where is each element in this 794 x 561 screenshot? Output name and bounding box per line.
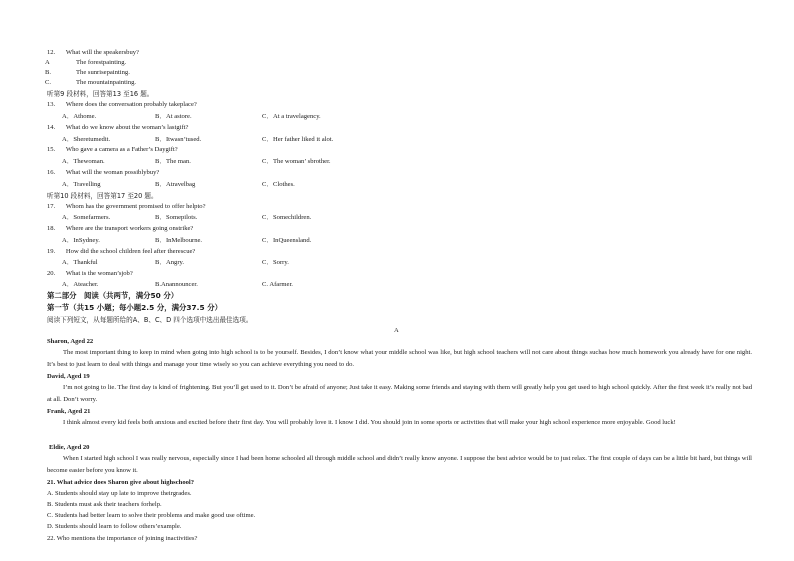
- q18-option-b: B．InMelbourne.: [155, 237, 203, 244]
- q12-line: [47, 49, 139, 57]
- q15-line: [47, 146, 178, 154]
- q21-stem: 21. What advice does Sharon give about highschool?: [47, 479, 195, 486]
- q17-option-a: A．Somefarmers.: [62, 214, 111, 221]
- q18-line: [47, 225, 193, 233]
- q15-option-a: A．Thewoman.: [62, 158, 105, 165]
- q14-option-a: A．Sheretumedit.: [62, 136, 111, 143]
- q22-stem: 22. Who mentions the importance of joining inactivities?: [47, 535, 198, 542]
- q18-number: 18.: [47, 225, 56, 232]
- q12-option-b-letter: B.: [45, 69, 52, 76]
- q14-option-c: C．Her father liked it alot.: [262, 136, 334, 143]
- person-name-sharon: Sharon, Aged 22: [47, 338, 94, 345]
- q18-option-a: A．InSydney.: [62, 237, 100, 244]
- q15-stem: Who gave a camera as a Father’s Daygift?: [65, 146, 178, 153]
- q14-option-b: B．Itwasn’tused.: [155, 136, 202, 143]
- q12-option-c-letter: C.: [45, 79, 52, 86]
- reading-instruction: 阅读下列短文，从每题所给的A、B、C、D 四个选项中选出最佳选项。: [47, 316, 253, 324]
- q17-stem: Whom has the government promised to offer helpto?: [65, 203, 206, 210]
- q16-option-a: A．Travelling: [62, 181, 101, 188]
- q16-line: [47, 169, 159, 177]
- q16-option-c: C．Clothes.: [262, 181, 295, 188]
- q20-line: [47, 270, 133, 278]
- q13-option-b: B．At astore.: [155, 113, 192, 120]
- q16-option-b: B．Atravelbag: [155, 181, 196, 188]
- passage-letter: A: [394, 327, 399, 334]
- q16-number: 16.: [47, 169, 56, 176]
- q13-number: 13.: [47, 101, 56, 108]
- q17-number: 17.: [47, 203, 56, 210]
- q14-stem: What do we know about the woman’s lastgift?: [65, 124, 189, 131]
- q12-stem: What will the speakersbuy?: [65, 49, 139, 56]
- q12-option-a: The forestpainting.: [76, 59, 127, 66]
- person-name-eldie: Eldie, Aged 20: [49, 444, 90, 451]
- person-name-david: David, Aged 19: [47, 373, 90, 380]
- q20-stem: What is the woman’sjob?: [65, 270, 133, 277]
- q19-option-c: C．Sorry.: [262, 259, 289, 266]
- q18-option-c: C．InQueensland.: [262, 237, 312, 244]
- q15-option-c: C．The woman’ sbrother.: [262, 158, 331, 165]
- q19-stem: How did the school children feel after therescue?: [65, 248, 196, 255]
- part-two-heading: 第二部分 阅读（共两节，满分50 分）: [47, 291, 179, 300]
- q18-stem: Where are the transport workers going onstrike?: [65, 225, 194, 232]
- section-one-heading: 第一节（共15 小题；每小题2.5 分，满分37.5 分）: [47, 303, 222, 312]
- q20-option-b: B.Anannouncer.: [155, 281, 198, 288]
- q13-stem: Where does the conversation probably takeplace?: [65, 101, 197, 108]
- q17-option-c: C．Somechildren.: [262, 214, 312, 221]
- q14-line: [47, 124, 188, 132]
- person-text-eldie: When I started high school I was really nervous, especially since I had been home schooled all through middle school and didn’t really know anyone. I suppose the best advice would be to just relax. The first couple of days can be a little bit hard, but things will become easier before you know it.: [47, 455, 752, 474]
- q14-number: 14.: [47, 124, 56, 131]
- person-text-frank: I think almost every kid feels both anxious and excited before their first day. You will probably love it. I know I did. You should join in some sports or activities that will make your high school experience more enjoyable. Good luck!: [63, 419, 676, 426]
- q21-option-a: A. Students should stay up late to improve theirgrades.: [47, 490, 192, 497]
- q20-option-a: A．Ateacher.: [62, 281, 99, 288]
- q16-stem: What will the woman possiblybuy?: [65, 169, 160, 176]
- q12-option-a-letter: A: [45, 59, 50, 66]
- q21-option-d: D. Students should learn to follow others’example.: [47, 523, 182, 530]
- q12-option-b: The sunrisepainting.: [76, 69, 130, 76]
- q13-option-a: A．Athome.: [62, 113, 97, 120]
- q17-line: [47, 203, 206, 211]
- q21-option-c: C. Students had better learn to solve their problems and make good use oftime.: [47, 512, 256, 519]
- q15-number: 15.: [47, 146, 56, 153]
- q19-option-a: A．Thankful: [62, 259, 98, 266]
- listening-10-instruction: 听第10 段材料，回答第17 至20 题。: [47, 192, 158, 200]
- q20-number: 20.: [47, 270, 56, 277]
- q19-number: 19.: [47, 248, 56, 255]
- person-text-david: I’m not going to lie. The first day is kind of frightening. But you’ll get used to it. Don’t be afraid of anyone; Just take it easy. Making some friends and staying with them will greatly help you get used to high school quickly. After the first week it’s really not bad at all. Don’t worry.: [47, 384, 752, 403]
- q12-option-c: The mountainpainting.: [76, 79, 137, 86]
- q13-line: [47, 101, 197, 109]
- q12-number: 12.: [47, 49, 56, 56]
- q19-option-b: B．Angry.: [155, 259, 185, 266]
- person-name-frank: Frank, Aged 21: [47, 408, 91, 415]
- q19-line: [47, 248, 195, 256]
- q21-option-b: B. Students must ask their teachers forhelp.: [47, 501, 162, 508]
- q13-option-c: C．At a travelagency.: [262, 113, 321, 120]
- person-text-sharon: The most important thing to keep in mind when going into high school is to be yourself. Besides, I don’t know what your middle school was like, but high school teachers will not care about things suchas how much homework you already have for one night. It’s best to just learn to deal with things and manage your time wisely so you can achieve everything you need to do.: [47, 349, 752, 368]
- listening-9-instruction: 听第9 段材料，回答第13 至16 题。: [47, 90, 154, 98]
- q20-option-c: C. Afarmer.: [262, 281, 293, 288]
- q15-option-b: B．The man.: [155, 158, 191, 165]
- q17-option-b: B．Somepilots.: [155, 214, 198, 221]
